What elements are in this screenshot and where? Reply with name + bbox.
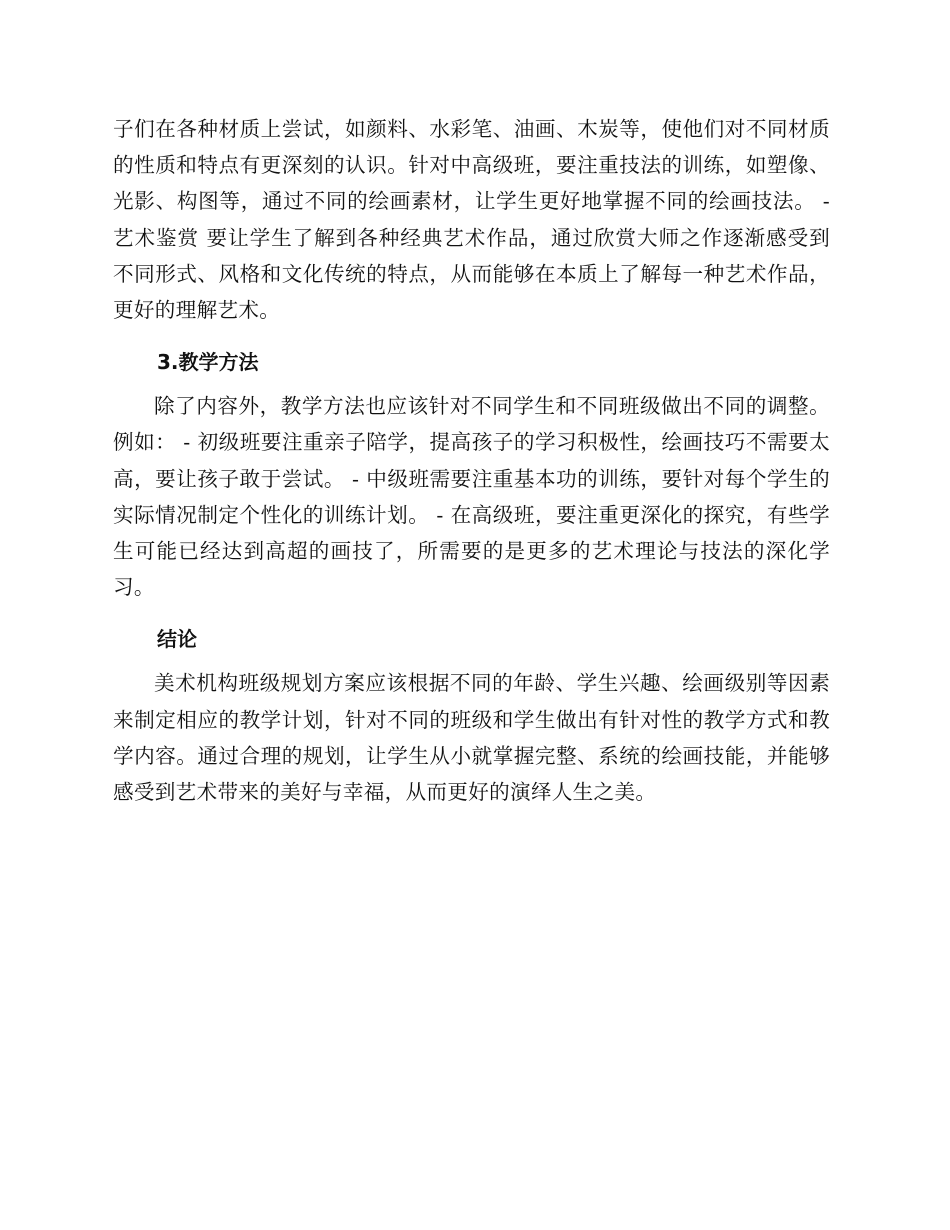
- spacer: [113, 380, 830, 388]
- document-body: [113, 111, 830, 810]
- spacer: [113, 605, 830, 621]
- spacer: [113, 328, 830, 344]
- section-heading-conclusion: 结论: [157, 627, 197, 652]
- spacer: [113, 657, 830, 665]
- intro-paragraph: 子们在各种材质上尝试，如颜料、水彩笔、油画、木炭等，使他们对不同材质的性质和特点有更深刻的认识。针对中高级班，要注重技法的训练，如塑像、光影、构图等，通过不同的绘画素材，让学生更好地掌握不同的绘画技法。 - 艺术鉴赏 要让学生了解到各种经典艺术作品，通过欣赏大师之作逐渐感受到不同形式、风格和文化传统的特点，从而能够在本质上了解每一种艺术作品，更好的理解艺术。: [113, 117, 830, 323]
- conclusion-paragraph: 美术机构班级规划方案应该根据不同的年龄、学生兴趣、绘画级别等因素来制定相应的教学计划，针对不同的班级和学生做出有针对性的教学方式和教学内容。通过合理的规划，让学生从小就掌握完整、系统的绘画技能，并能够感受到艺术带来的美好与幸福，从而更好的演绎人生之美。: [113, 671, 830, 805]
- methods-paragraph: 除了内容外，教学方法也应该针对不同学生和不同班级做出不同的调整。例如： - 初级班要注重亲子陪学，提高孩子的学习积极性，绘画技巧不需要太高，要让孩子敢于尝试。 - 中级班需要注重基本功的训练，要针对每个学生的实际情况制定个性化的训练计划。 - 在高级班，要注重更深化的探究，有些学生可能已经达到高超的画技了，所需要的是更多的艺术理论与技法的深化学习。: [113, 394, 830, 600]
- section-heading-methods: 3.教学方法: [157, 350, 259, 375]
